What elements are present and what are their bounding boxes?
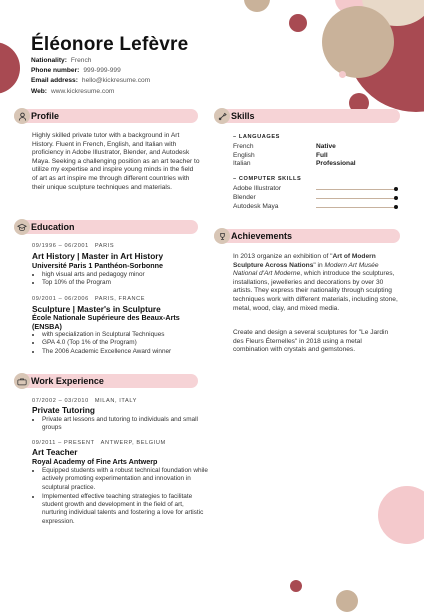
computer-skill-name: Adobe Illustrator (233, 185, 282, 192)
profile-text: Highly skilled private tutor with a background in Art History. Fluent in French, English, and Italian with proficiency in Adobe Illustrator, Blender, and Autodesk Maya. Seeking a challenging position as an art teacher to utilize my expertise and inspire young minds in the field of art as art inspire me through different countries with their unique sculpture techniques and materials. (32, 132, 200, 191)
skill-level-bar (316, 189, 396, 190)
edu-2-degree: Sculpture | Master's in Sculpture (32, 304, 161, 314)
contact-web: Web: www.kickresume.com (31, 87, 115, 95)
decor-circle-tan-large (322, 6, 394, 78)
edu-1-bullets (32, 271, 210, 288)
experience-section-header (14, 374, 198, 388)
skill-level-dot (394, 205, 398, 209)
edu-2-bullets (32, 331, 210, 356)
candidate-name: Éléonore Lefèvre (31, 34, 189, 55)
exp-2-bullets (32, 467, 210, 526)
exp-1-dates: 07/2002 – 03/2010 MILAN, ITALY (32, 398, 137, 404)
decor-circle-maroon-bottom (290, 580, 302, 592)
decor-circle-tan-top (244, 0, 270, 12)
achievements-title: Achievements (231, 231, 293, 241)
decor-circle-tan-bottom (336, 590, 358, 612)
exp-1-role: Private Tutoring (32, 405, 96, 415)
computer-skill-name: Blender (233, 194, 256, 201)
experience-title: Work Experience (31, 376, 104, 386)
list-item: • with specialization in Sculptural Techniques (42, 331, 210, 339)
list-item: • Private art lessons and tutoring to individuals and small groups (42, 416, 210, 433)
edu-2-dates: 09/2001 – 06/2006 PARIS, FRANCE (32, 296, 146, 302)
contact-info (31, 56, 150, 97)
decor-circle-maroon-small (289, 14, 307, 32)
edu-1-degree: Art History | Master in Art History (32, 251, 164, 261)
computer-skills-label: – COMPUTER SKILLS (233, 176, 302, 182)
skills-tools-icon (214, 108, 230, 124)
person-icon (14, 108, 30, 124)
profile-title: Profile (31, 111, 60, 121)
edu-1-school: Université Paris 1 Panthéon-Sorbonne (32, 261, 164, 270)
decor-circle-pink-bottom (378, 486, 424, 544)
decor-circle-maroon-left (0, 42, 20, 94)
skill-level-dot (394, 196, 398, 200)
list-item: • Equipped students with a robust technical foundation while actively promoting experimentation and innovation in sculptural practice. (42, 467, 210, 492)
exp-2-company: Royal Academy of Fine Arts Antwerp (32, 457, 158, 466)
list-item: • high visual arts and pedagogy minor (42, 271, 210, 279)
list-item: • Implemented effective teaching strategies to facilitate student growth and development in the field of art, nurturing individual talents and fostering a love for artistic expression. (42, 493, 210, 526)
achievement-1-text: In 2013 organize an exhibition of "Art of Modern Sculpture Across Nations" in Modern Art Musée National d'Art Moderne, which introduce the sculptures, installations, jewelleries and decorations by over 30 artists. They express their nationality through sculpting techniques work with different materials, including stone, metal, wood, clay, and mixed media. (233, 253, 398, 312)
education-title: Education (31, 222, 75, 232)
language-level: Native (316, 143, 336, 150)
language-level: Full (316, 152, 328, 159)
language-name: Italian (233, 160, 251, 167)
skill-level-bar (316, 198, 396, 199)
languages-label: – LANGUAGES (233, 134, 281, 140)
contact-nationality: Nationality: French (31, 57, 92, 64)
language-level: Professional (316, 160, 356, 167)
skill-level-dot (394, 187, 398, 191)
skills-title: Skills (231, 111, 255, 121)
list-item: • GPA 4.0 (Top 1% of the Program) (42, 339, 210, 347)
education-section-header (14, 220, 198, 234)
language-name: English (233, 152, 255, 159)
graduation-cap-icon (14, 219, 30, 235)
computer-skill-name: Autodesk Maya (233, 203, 279, 210)
skill-level-bar (316, 207, 396, 208)
exp-1-bullets (32, 416, 210, 433)
achievement-2-text: Create and design a several sculptures for "Le Jardin des Fleurs Éternelles" in 2018 using a metal combination with crystals and gemstones. (233, 329, 389, 354)
achievements-section-header (214, 229, 400, 243)
list-item: • The 2006 Academic Excellence Award winner (42, 348, 210, 356)
profile-section-header (14, 109, 198, 123)
skills-section-header (214, 109, 400, 123)
language-name: French (233, 143, 254, 150)
briefcase-icon (14, 373, 30, 389)
list-item: • Top 10% of the Program (42, 279, 210, 287)
exp-2-role: Art Teacher (32, 447, 78, 457)
contact-phone: Phone number: 999-999-999 (31, 67, 121, 75)
contact-email: Email address: hello@kickresume.com (31, 77, 151, 85)
edu-1-dates: 09/1996 – 06/2001 PARIS (32, 243, 115, 249)
exp-2-dates: 09/2011 – PRESENT ANTWERP, BELGIUM (32, 440, 166, 446)
edu-2-school: École Nationale Supérieure des Beaux-Arts (ENSBA) (32, 313, 180, 331)
decor-circle-pink-small (339, 71, 346, 78)
trophy-icon (214, 228, 230, 244)
